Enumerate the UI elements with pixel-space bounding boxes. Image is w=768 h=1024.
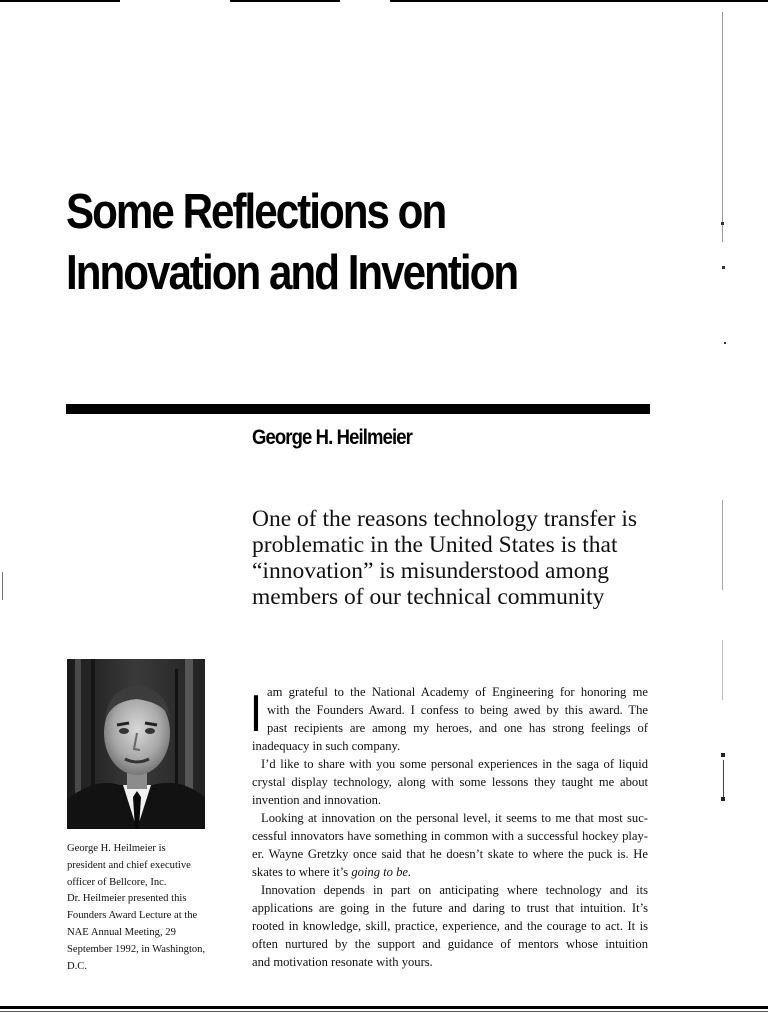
body-line: rooted in knowledge, skill, practice, experience, and the courage to act. It is [252, 919, 648, 933]
title-divider [66, 404, 650, 414]
scan-margin-line [2, 572, 3, 600]
body-line: am grateful to the National Academy of Engineering for honoring me [267, 685, 648, 699]
scan-margin-dot [721, 222, 724, 225]
caption-line: George H. Heilmeier is [67, 843, 166, 854]
body-line: with the Founders Award. I confess to being awed by this award. The [267, 703, 648, 717]
author-name: George H. Heilmeier [252, 426, 412, 449]
body-line-text: skates to where it’s [252, 865, 352, 879]
body-line: Looking at innovation on the personal level, it seems to me that most suc- [261, 811, 648, 825]
caption-line: officer of Bellcore, Inc. [67, 876, 167, 888]
bottom-rule [0, 1006, 768, 1009]
body-line [252, 863, 648, 881]
caption-line: Founders Award Lecture at the [67, 910, 198, 922]
title-line-1: Some Reflections on [66, 185, 446, 239]
scan-margin-line [722, 12, 723, 242]
scan-margin-line [722, 640, 723, 700]
body-line: inadequacy in such company. [252, 739, 401, 753]
top-rule-gap [120, 0, 230, 2]
body-line: often nurtured by the support and guidance of mentors whose intuition [252, 937, 648, 951]
scan-margin-dot [724, 342, 726, 344]
caption-line: president and chief executive [67, 859, 191, 871]
emphasized-text: going to be. [351, 865, 412, 879]
body-line: Innovation depends in part on anticipating where technology and its [261, 883, 648, 897]
scan-margin-dot [721, 753, 725, 757]
photo-caption [67, 841, 227, 975]
pull-quote [252, 506, 672, 610]
body-line: er. Wayne Gretzky once said that he doesn’t skate to where the puck is. He [252, 847, 648, 861]
pull-quote-line: problematic in the United States is that [252, 532, 618, 558]
body-line: past recipients are among my heroes, and one has strong feelings of [267, 721, 648, 735]
body-line: and motivation resonate with yours. [252, 955, 433, 969]
caption-line: Dr. Heilmeier presented this [67, 893, 187, 905]
body-line: applications are going in the future and daring to trust that intuition. It’s [252, 901, 648, 915]
body-line: I’d like to share with you some personal experiences in the saga of liquid [261, 757, 648, 771]
title-line-2: Innovation and Invention [66, 246, 518, 300]
author-photo [67, 659, 205, 829]
article-title [66, 182, 599, 304]
scan-margin-dot [722, 266, 725, 269]
scan-margin-line [723, 760, 724, 798]
caption-line: D.C. [67, 960, 88, 972]
caption-line: NAE Annual Meeting, 29 [67, 926, 176, 938]
pull-quote-line: “innovation” is misunderstood among [252, 558, 610, 584]
drop-cap: I [252, 685, 260, 743]
bottom-rule [0, 1011, 768, 1012]
body-line: crystal display technology, along with some lessons they taught me about [252, 775, 648, 789]
pull-quote-line: One of the reasons technology transfer is [252, 506, 638, 532]
scan-margin-line [722, 500, 723, 590]
top-rule-gap [340, 0, 390, 2]
pull-quote-line: members of our technical community [252, 584, 605, 610]
scan-margin-dot [721, 797, 725, 801]
body-line: cessful innovators have something in common with a successful hockey play- [252, 829, 648, 843]
body-line: invention and innovation. [252, 793, 382, 807]
caption-line: September 1992, in Washington, [67, 943, 206, 955]
article-body [252, 683, 648, 971]
